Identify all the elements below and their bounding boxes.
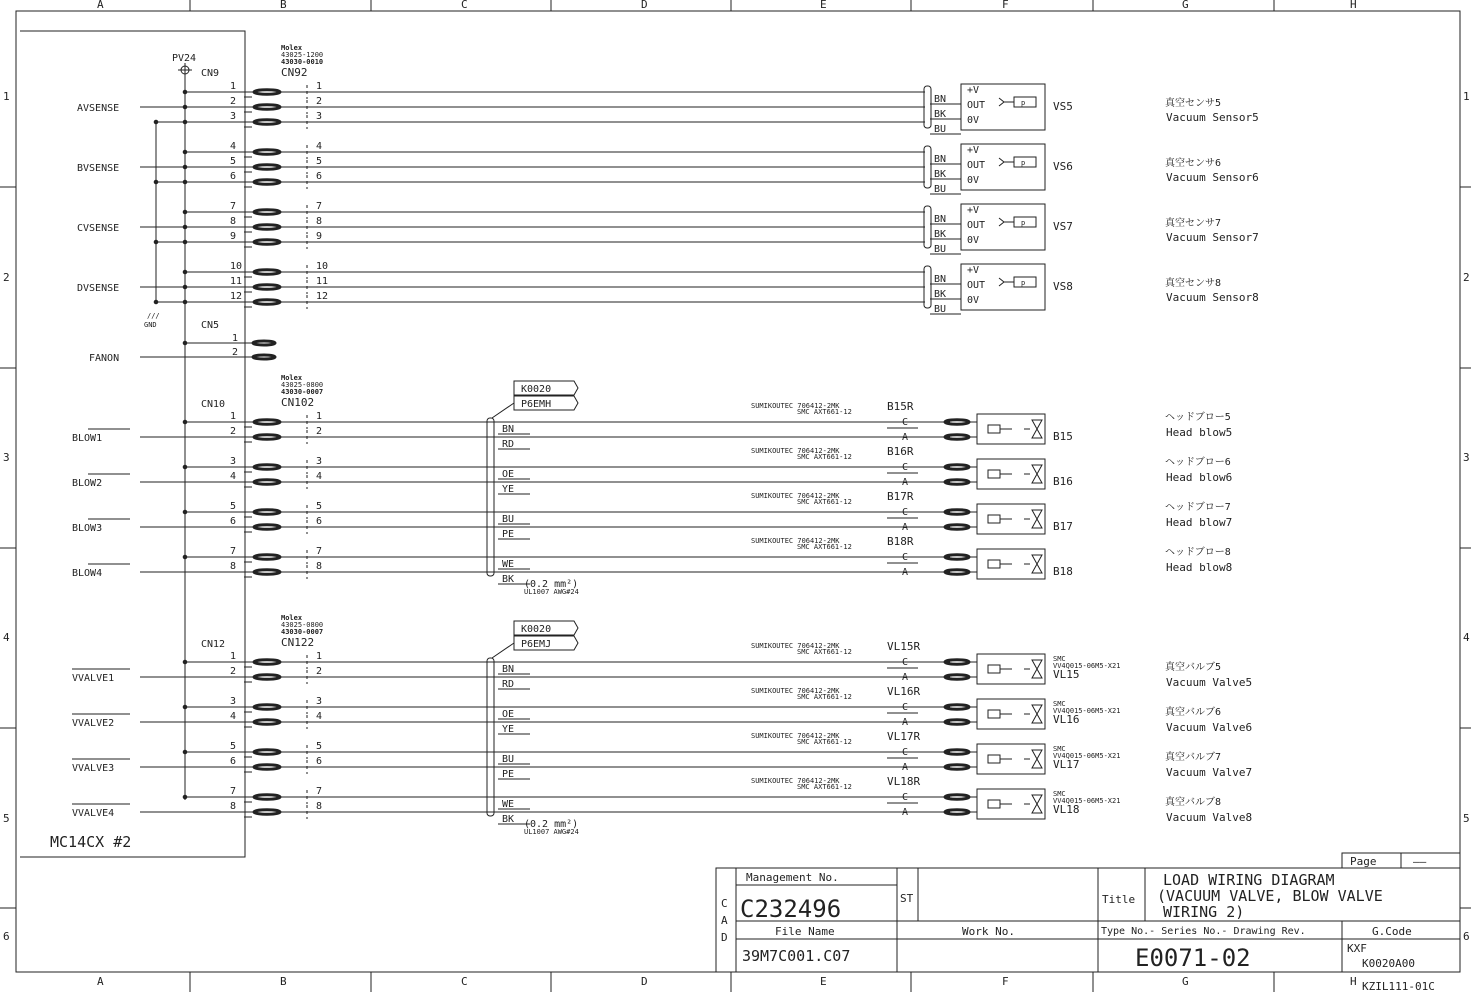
svg-text:K0020: K0020 <box>521 384 552 395</box>
valve-id: VL15 <box>1053 668 1080 681</box>
wire-pe: PE <box>502 529 515 540</box>
st-label: ST <box>900 892 914 905</box>
pin-number: 12 <box>230 291 243 302</box>
col-label-bottom: F <box>1002 975 1009 988</box>
valve-jp-name: 真空バルブ8 <box>1165 797 1222 808</box>
pin-number-right: 4 <box>316 471 323 482</box>
sensor-group-vs8 <box>77 261 1259 315</box>
pin-number-right: 5 <box>316 501 323 512</box>
col-label-bottom: H <box>1350 975 1357 988</box>
sensor-en-name: Vacuum Sensor8 <box>1166 291 1259 304</box>
sensor-wire-bu: BU <box>934 184 947 195</box>
title-line3: WIRING 2) <box>1163 903 1245 921</box>
pin-number: 5 <box>230 741 237 752</box>
pin-number: 1 <box>230 411 237 422</box>
sensor-wire-bn: BN <box>934 274 947 285</box>
wire-bk: BK <box>502 814 515 825</box>
pin-c: C <box>902 657 909 668</box>
sensor-id: VS7 <box>1053 220 1073 233</box>
pin-number-right: 3 <box>316 696 323 707</box>
pin-number: 8 <box>230 561 237 572</box>
smc-label: SMC <box>1053 790 1066 798</box>
sensor-jp-name: 真空センサ5 <box>1165 98 1222 109</box>
sensor-wire-bn: BN <box>934 214 947 225</box>
sensor-en-name: Vacuum Sensor7 <box>1166 231 1259 244</box>
sensor-jp-name: 真空センサ6 <box>1165 158 1222 169</box>
mgmt-no: C232496 <box>740 895 842 923</box>
svg-text:K0020: K0020 <box>521 624 552 635</box>
pin-number: 5 <box>230 501 237 512</box>
blow-jp-name: ヘッドブロー7 <box>1165 502 1231 513</box>
gcode1: KXF <box>1347 942 1367 955</box>
pin-c: C <box>902 462 909 473</box>
gcode2: K0020A00 <box>1362 957 1415 970</box>
pin-a: A <box>902 477 909 488</box>
pin-a: A <box>902 522 909 533</box>
sensor-pin-label: 0V <box>967 175 980 186</box>
pin-number-right: 3 <box>316 456 323 467</box>
smc-axt-label: SMC AXT661-12 <box>797 498 852 506</box>
pin-number: 6 <box>230 756 237 767</box>
sensor-en-name: Vacuum Sensor5 <box>1166 111 1259 124</box>
sumikoutec-label: SUMIKOUTEC 706412-2MK <box>751 492 840 500</box>
pin-number: 1 <box>230 81 237 92</box>
cn9-part1: 43025-1200 <box>281 51 324 59</box>
blow-id: B16 <box>1053 475 1073 488</box>
col-label-bottom: A <box>97 975 104 988</box>
fanon-signal: FANON <box>89 353 120 364</box>
smc-axt-label: SMC AXT661-12 <box>797 453 852 461</box>
wire-oe: OE <box>502 469 515 480</box>
wire-we: WE <box>502 559 515 570</box>
sensor-pin-label: OUT <box>967 220 986 231</box>
wire-bn: BN <box>502 664 515 675</box>
cn10-part1: 43025-0800 <box>281 381 324 389</box>
pin-number-right: 7 <box>316 786 323 797</box>
pin-number: 4 <box>230 711 237 722</box>
pin-number: 2 <box>230 666 237 677</box>
wire-bu: BU <box>502 754 515 765</box>
cad-d: D <box>721 931 728 944</box>
controller-title: MC14CX #2 <box>50 833 132 851</box>
svg-text:P6EMH: P6EMH <box>521 399 552 410</box>
pin-number-right: 1 <box>316 81 323 92</box>
pin-number: 6 <box>230 516 237 527</box>
load-connector-vl18r: VL18R <box>887 775 921 788</box>
blow-en-name: Head blow8 <box>1166 561 1233 574</box>
pin-number-right: 7 <box>316 201 323 212</box>
sumikoutec-label: SUMIKOUTEC 706412-2MK <box>751 777 840 785</box>
pin-c: C <box>902 507 909 518</box>
sensor-wire-bk: BK <box>934 109 947 120</box>
gcode-label: G.Code <box>1372 925 1412 938</box>
col-label-top: A <box>97 0 104 11</box>
sensor-pin-label: OUT <box>967 280 986 291</box>
sensor-wire-bu: BU <box>934 244 947 255</box>
pin-c: C <box>902 702 909 713</box>
row-label-left: 4 <box>3 631 10 644</box>
pin-number-right: 7 <box>316 546 323 557</box>
blow-en-name: Head blow7 <box>1166 516 1233 529</box>
pin-c: C <box>902 747 909 758</box>
vvalve-signal-3: VVALVE3 <box>72 763 115 774</box>
sensor-pin-label: +V <box>967 85 980 96</box>
file-label: File Name <box>775 925 835 938</box>
row-label-left: 5 <box>3 812 10 825</box>
pin-number: 3 <box>230 696 237 707</box>
load-connector-b18r: B18R <box>887 535 914 548</box>
blow-en-name: Head blow6 <box>1166 471 1233 484</box>
pin-number-right: 6 <box>316 171 323 182</box>
smc-axt-label: SMC AXT661-12 <box>797 738 852 746</box>
blow-wire-spec: (0.2 mm²) <box>524 579 579 590</box>
sense-signal-1: AVSENSE <box>77 103 120 114</box>
pin-number: 5 <box>230 156 237 167</box>
pin-a: A <box>902 717 909 728</box>
sensor-wire-bn: BN <box>934 94 947 105</box>
valve-jp-name: 真空バルブ6 <box>1165 707 1222 718</box>
row-label-right: 4 <box>1463 631 1470 644</box>
load-connector-vl15r: VL15R <box>887 640 921 653</box>
sensor-id: VS6 <box>1053 160 1073 173</box>
valve-id: VL16 <box>1053 713 1080 726</box>
col-label-top: C <box>461 0 468 11</box>
sensor-en-name: Vacuum Sensor6 <box>1166 171 1259 184</box>
cn122-label: CN122 <box>281 636 315 649</box>
pin-number: 3 <box>230 111 237 122</box>
cn5-label: CN5 <box>201 320 220 331</box>
valve-wire-spec2: UL1007 AWG#24 <box>524 828 579 836</box>
pin-number-right: 4 <box>316 711 323 722</box>
smc-axt-label: SMC AXT661-12 <box>797 543 852 551</box>
gnd-label: GND <box>144 321 157 329</box>
pin-number: 4 <box>230 141 237 152</box>
mgmt-label: Management No. <box>746 871 839 884</box>
pin-number-right: 1 <box>316 651 323 662</box>
sense-signal-3: CVSENSE <box>77 223 120 234</box>
pin-number: 7 <box>230 201 237 212</box>
row-label-right: 3 <box>1463 451 1470 464</box>
sense-signal-4: DVSENSE <box>77 283 120 294</box>
cable-tag-k0020-emh <box>492 381 578 418</box>
pin-number: 2 <box>230 426 237 437</box>
sumikoutec-label: SUMIKOUTEC 706412-2MK <box>751 642 840 650</box>
pin-number-right: 6 <box>316 756 323 767</box>
page-value: —— <box>1413 855 1427 868</box>
sensor-p-symbol: p <box>1021 279 1026 287</box>
wire-ye: YE <box>502 484 515 495</box>
sensor-group-vs6 <box>77 141 1259 195</box>
pin-number: 8 <box>230 216 237 227</box>
type-label: Type No.- Series No.- Drawing Rev. <box>1101 926 1306 937</box>
row-label-left: 3 <box>3 451 10 464</box>
sensor-group-vs7 <box>77 201 1259 255</box>
wire-bu: BU <box>502 514 515 525</box>
col-label-bottom: G <box>1182 975 1189 988</box>
row-label-right: 1 <box>1463 90 1470 103</box>
smc-valve-part: VV4Q015-06M5-X21 <box>1053 707 1121 715</box>
valve-en-name: Vacuum Valve7 <box>1166 766 1253 779</box>
sensor-pin-label: 0V <box>967 295 980 306</box>
pin-a: A <box>902 567 909 578</box>
load-connector-b16r: B16R <box>887 445 914 458</box>
blow-id: B15 <box>1053 430 1073 443</box>
cad-a: A <box>721 914 728 927</box>
sumikoutec-label: SUMIKOUTEC 706412-2MK <box>751 537 840 545</box>
smc-axt-label: SMC AXT661-12 <box>797 783 852 791</box>
pin-number: 10 <box>230 261 243 272</box>
row-label-right: 5 <box>1463 812 1470 825</box>
cn9-molex: Molex <box>281 44 303 52</box>
title-line2: (VACUUM VALVE, BLOW VALVE <box>1157 887 1383 905</box>
vvalve-signal-1: VVALVE1 <box>72 673 115 684</box>
pin-number-right: 5 <box>316 741 323 752</box>
frame-labels <box>3 0 1470 988</box>
row-label-right: 6 <box>1463 930 1470 943</box>
row-label-left: 1 <box>3 90 10 103</box>
page-label: Page <box>1350 855 1377 868</box>
load-connector-vl16r: VL16R <box>887 685 921 698</box>
sensor-pin-label: +V <box>967 265 980 276</box>
cn92-label: CN92 <box>281 66 308 79</box>
sumikoutec-label: SUMIKOUTEC 706412-2MK <box>751 732 840 740</box>
valve-section <box>72 640 1252 825</box>
col-label-top: H <box>1350 0 1357 11</box>
controller-box <box>20 31 245 857</box>
pin-number-right: 3 <box>316 111 323 122</box>
blow-signal-3: BLOW3 <box>72 523 103 534</box>
valve-wire-spec: (0.2 mm²) <box>524 819 579 830</box>
pin-number-right: 2 <box>316 426 323 437</box>
smc-label: SMC <box>1053 745 1066 753</box>
sumikoutec-label: SUMIKOUTEC 706412-2MK <box>751 447 840 455</box>
sensor-p-symbol: p <box>1021 99 1026 107</box>
cable-tag-k0020-emj <box>492 621 578 658</box>
vvalve-signal-2: VVALVE2 <box>72 718 115 729</box>
sumikoutec-label: SUMIKOUTEC 706412-2MK <box>751 687 840 695</box>
smc-valve-part: VV4Q015-06M5-X21 <box>1053 797 1121 805</box>
load-connector-b15r: B15R <box>887 400 914 413</box>
cn10-part2: 43030-0007 <box>281 388 324 396</box>
smc-axt-label: SMC AXT661-12 <box>797 648 852 656</box>
blow-section <box>72 400 1232 585</box>
valve-id: VL18 <box>1053 803 1080 816</box>
wire-we: WE <box>502 799 515 810</box>
sensor-wire-bk: BK <box>934 289 947 300</box>
sensor-jp-name: 真空センサ8 <box>1165 278 1222 289</box>
sensor-pin-label: +V <box>967 145 980 156</box>
col-label-bottom: D <box>641 975 648 988</box>
cable-bundle-blow <box>487 418 494 576</box>
blow-jp-name: ヘッドブロー5 <box>1165 412 1231 423</box>
sensor-jp-name: 真空センサ7 <box>1165 218 1222 229</box>
row-label-left: 2 <box>3 271 10 284</box>
pin-number: 8 <box>230 801 237 812</box>
col-label-top: D <box>641 0 648 11</box>
cn10-molex: Molex <box>281 374 303 382</box>
blow-jp-name: ヘッドブロー8 <box>1165 547 1231 558</box>
col-label-top: G <box>1182 0 1189 11</box>
sensor-wire-bk: BK <box>934 169 947 180</box>
cn5-pin: 1 <box>232 333 239 344</box>
wire-bn: BN <box>502 424 515 435</box>
pin-number-right: 6 <box>316 516 323 527</box>
sensor-wire-bn: BN <box>934 154 947 165</box>
sensor-pin-label: OUT <box>967 100 986 111</box>
smc-label: SMC <box>1053 655 1066 663</box>
form-no: KZIL111-01C <box>1362 980 1435 992</box>
blow-jp-name: ヘッドブロー6 <box>1165 457 1231 468</box>
col-label-bottom: E <box>820 975 827 988</box>
cable-bundle-valve <box>487 658 494 816</box>
col-label-top: F <box>1002 0 1009 11</box>
cn5-pin: 2 <box>232 347 239 358</box>
pin-number-right: 2 <box>316 96 323 107</box>
pin-number-right: 5 <box>316 156 323 167</box>
blow-wire-spec2: UL1007 AWG#24 <box>524 588 579 596</box>
cn10-label: CN10 <box>201 399 226 410</box>
col-label-bottom: C <box>461 975 468 988</box>
smc-valve-part: VV4Q015-06M5-X21 <box>1053 662 1121 670</box>
sensor-pin-label: OUT <box>967 160 986 171</box>
sense-signal-2: BVSENSE <box>77 163 120 174</box>
file-name: 39M7C001.C07 <box>742 947 851 965</box>
smc-label: SMC <box>1053 700 1066 708</box>
col-label-bottom: B <box>280 975 287 988</box>
smc-valve-part: VV4Q015-06M5-X21 <box>1053 752 1121 760</box>
pin-number-right: 1 <box>316 411 323 422</box>
valve-jp-name: 真空バルブ5 <box>1165 662 1222 673</box>
pin-number: 7 <box>230 546 237 557</box>
sensor-wire-bu: BU <box>934 124 947 135</box>
smc-axt-label: SMC AXT661-12 <box>797 408 852 416</box>
pin-number: 9 <box>230 231 237 242</box>
cn12-part1: 43025-0800 <box>281 621 324 629</box>
pin-number: 6 <box>230 171 237 182</box>
pin-number-right: 10 <box>316 261 329 272</box>
cn102-label: CN102 <box>281 396 315 409</box>
pin-a: A <box>902 672 909 683</box>
blow-id: B17 <box>1053 520 1073 533</box>
blow-signal-2: BLOW2 <box>72 478 103 489</box>
sensor-wire-bu: BU <box>934 304 947 315</box>
wire-bk: BK <box>502 574 515 585</box>
pin-number-right: 12 <box>316 291 329 302</box>
pin-number-right: 2 <box>316 666 323 677</box>
sensor-wire-bk: BK <box>934 229 947 240</box>
cn12-part2: 43030-0007 <box>281 628 324 636</box>
load-connector-b17r: B17R <box>887 490 914 503</box>
col-label-top: E <box>820 0 827 11</box>
sensor-id: VS5 <box>1053 100 1073 113</box>
pin-a: A <box>902 432 909 443</box>
svg-text:P6EMJ: P6EMJ <box>521 639 552 650</box>
pin-number-right: 8 <box>316 216 323 227</box>
blow-en-name: Head blow5 <box>1166 426 1233 439</box>
pin-c: C <box>902 417 909 428</box>
blow-id: B18 <box>1053 565 1073 578</box>
wire-rd: RD <box>502 439 515 450</box>
wire-ye: YE <box>502 724 515 735</box>
valve-id: VL17 <box>1053 758 1080 771</box>
pin-number-right: 8 <box>316 561 323 572</box>
title-label: Title <box>1102 893 1136 906</box>
pin-number: 3 <box>230 456 237 467</box>
cn12-molex: Molex <box>281 614 303 622</box>
load-connector-vl17r: VL17R <box>887 730 921 743</box>
pin-number-right: 9 <box>316 231 323 242</box>
work-label: Work No. <box>962 925 1015 938</box>
row-label-right: 2 <box>1463 271 1470 284</box>
wire-rd: RD <box>502 679 515 690</box>
cn12-label: CN12 <box>201 639 226 650</box>
sensor-group-vs5 <box>77 81 1259 135</box>
sumikoutec-label: SUMIKOUTEC 706412-2MK <box>751 402 840 410</box>
sensor-pin-label: 0V <box>967 115 980 126</box>
pin-number: 4 <box>230 471 237 482</box>
svg-text:///: /// <box>147 312 160 320</box>
pin-number: 7 <box>230 786 237 797</box>
sensor-id: VS8 <box>1053 280 1073 293</box>
valve-jp-name: 真空バルブ7 <box>1165 752 1222 763</box>
sensor-p-symbol: p <box>1021 219 1026 227</box>
wire-oe: OE <box>502 709 515 720</box>
row-label-left: 6 <box>3 930 10 943</box>
pin-c: C <box>902 792 909 803</box>
cn5-group <box>140 333 275 359</box>
smc-axt-label: SMC AXT661-12 <box>797 693 852 701</box>
pin-number-right: 8 <box>316 801 323 812</box>
col-label-top: B <box>280 0 287 11</box>
title-block <box>716 853 1460 992</box>
pin-a: A <box>902 807 909 818</box>
title-line1: LOAD WIRING DIAGRAM <box>1163 871 1335 889</box>
wire-pe: PE <box>502 769 515 780</box>
sensor-pin-label: +V <box>967 205 980 216</box>
valve-en-name: Vacuum Valve6 <box>1166 721 1253 734</box>
pin-a: A <box>902 762 909 773</box>
cn9-label: CN9 <box>201 68 220 79</box>
valve-en-name: Vacuum Valve5 <box>1166 676 1253 689</box>
sensor-pin-label: 0V <box>967 235 980 246</box>
pin-number-right: 11 <box>316 276 329 287</box>
pin-number: 2 <box>230 96 237 107</box>
pv24-label: PV24 <box>172 53 197 64</box>
pin-number-right: 4 <box>316 141 323 152</box>
sensor-p-symbol: p <box>1021 159 1026 167</box>
pin-number: 11 <box>230 276 243 287</box>
valve-en-name: Vacuum Valve8 <box>1166 811 1253 824</box>
blow-signal-1: BLOW1 <box>72 433 103 444</box>
cad-c: C <box>721 897 728 910</box>
vvalve-signal-4: VVALVE4 <box>72 808 115 819</box>
pin-c: C <box>902 552 909 563</box>
pin-number: 1 <box>230 651 237 662</box>
drawing-no: E0071-02 <box>1135 944 1251 972</box>
blow-signal-4: BLOW4 <box>72 568 103 579</box>
cn9-part2: 43030-0010 <box>281 58 324 66</box>
